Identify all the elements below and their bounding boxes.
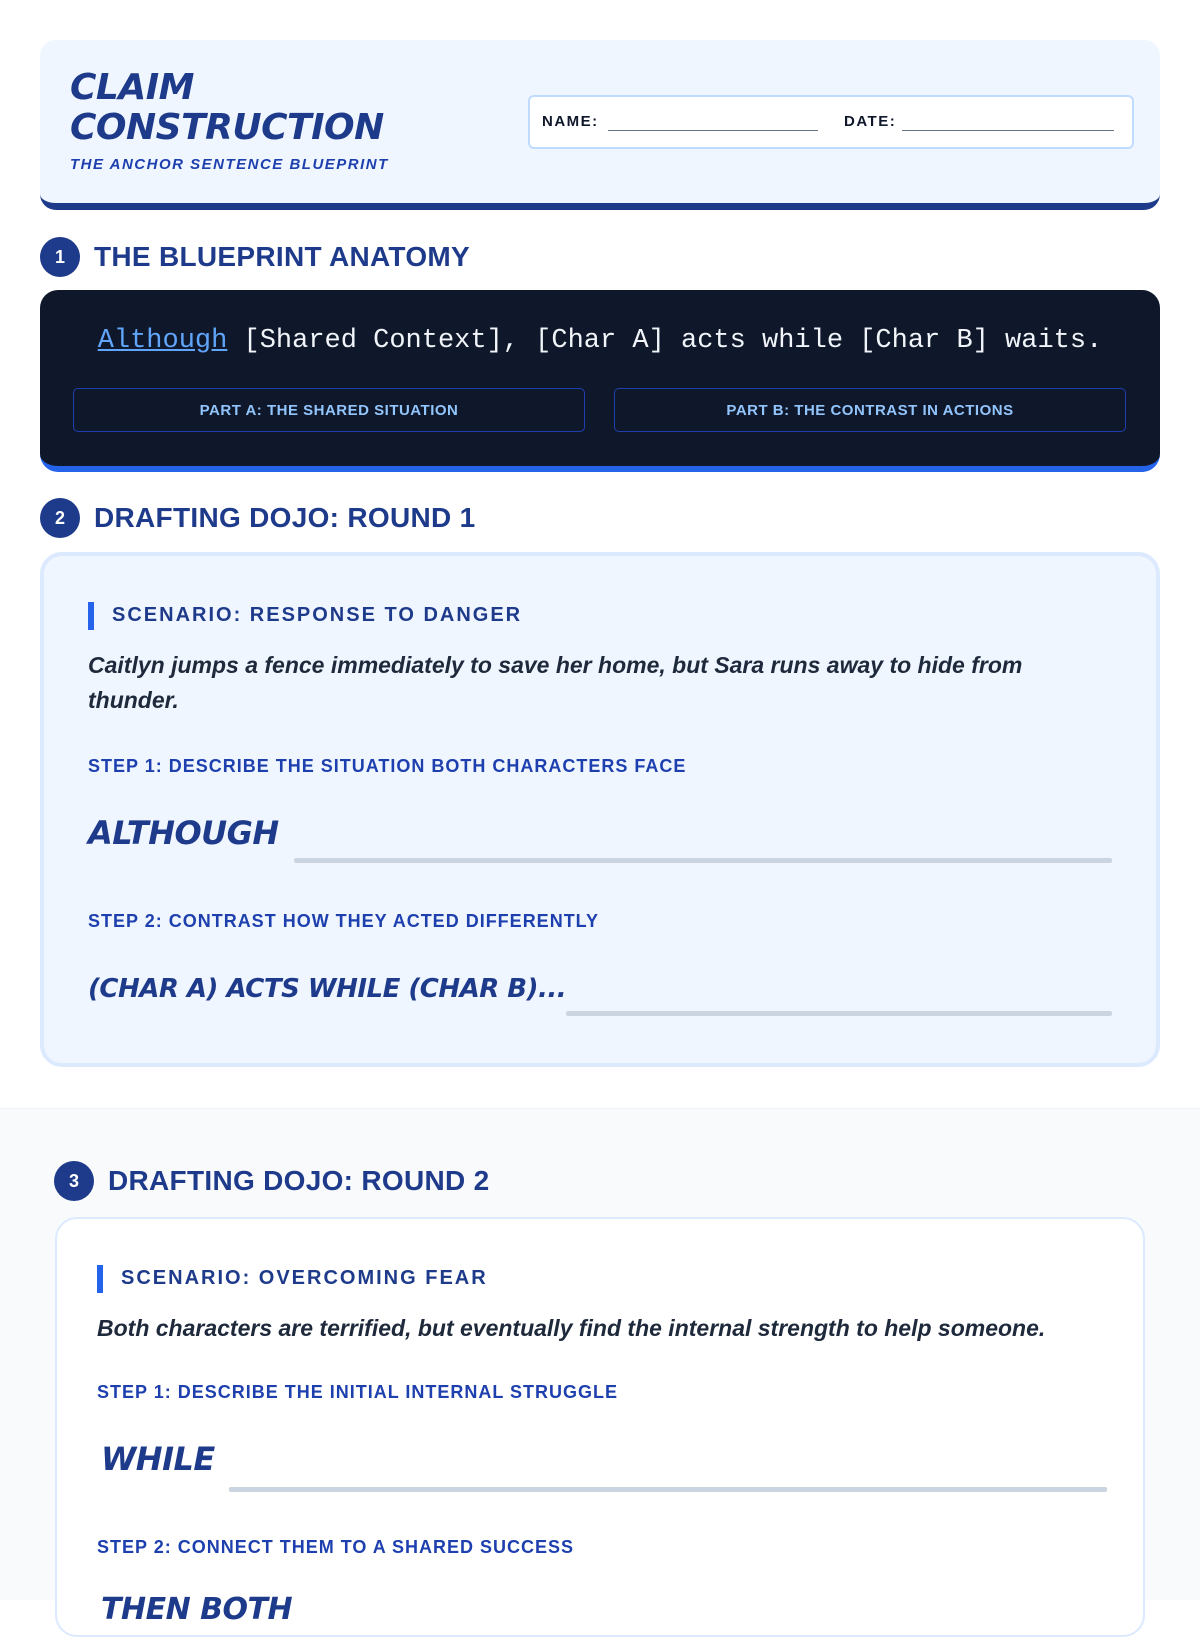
round-1-card: [40, 552, 1160, 1067]
step-2-label: STEP 2: CONNECT THEM TO A SHARED SUCCESS: [97, 1537, 575, 1557]
worksheet-subtitle: THE ANCHOR SENTENCE BLUEPRINT: [70, 156, 389, 173]
section-3-heading: [54, 1161, 490, 1201]
blueprint-anatomy-panel: [40, 290, 1160, 472]
section-title: THE BLUEPRINT ANATOMY: [94, 241, 471, 272]
scenario-label: SCENARIO: RESPONSE TO DANGER: [88, 604, 522, 627]
scenario-text: Caitlyn jumps a fence immediately to save her home, but Sara runs away to hide from thunder.: [88, 652, 1023, 713]
formula-text: [Shared Context], [Char A] acts while [Char B] waits.: [227, 326, 1103, 356]
name-field[interactable]: [608, 130, 818, 131]
title-line-1: CLAIM: [70, 67, 194, 108]
sentence-starter: ALTHOUGH: [88, 814, 279, 852]
date-field[interactable]: [902, 130, 1114, 131]
section-2-heading: [40, 498, 476, 538]
header-card: [40, 40, 1160, 210]
sentence-starter: WHILE: [101, 1440, 215, 1478]
name-label: NAME:: [542, 113, 599, 130]
section-number-badge: 3: [54, 1161, 94, 1201]
title-line-2: CONSTRUCTION: [70, 107, 384, 148]
step-2-label: STEP 2: CONTRAST HOW THEY ACTED DIFFERENTLY: [88, 911, 600, 931]
formula-keyword: Although: [97, 326, 228, 356]
section-number-badge: 2: [40, 498, 80, 538]
worksheet-title: [70, 68, 384, 148]
scenario-label: SCENARIO: OVERCOMING FEAR: [97, 1267, 488, 1290]
scenario-text: Both characters are terrified, but eventually find the internal strength to help someone.: [97, 1315, 1046, 1341]
section-title: DRAFTING DOJO: ROUND 1: [94, 502, 476, 533]
name-date-box: [528, 95, 1134, 149]
section-number-badge: 1: [40, 237, 80, 277]
sentence-starter: (CHAR A) ACTS WHILE (CHAR B)...: [88, 974, 567, 1004]
section-title: DRAFTING DOJO: ROUND 2: [108, 1165, 490, 1196]
round-2-card: [55, 1217, 1145, 1637]
date-label: DATE:: [844, 113, 897, 130]
step-1-label: STEP 1: DESCRIBE THE INITIAL INTERNAL STRUGGLE: [97, 1382, 619, 1402]
blueprint-formula: [40, 326, 1160, 356]
answer-line[interactable]: [294, 858, 1112, 863]
step-1-label: STEP 1: DESCRIBE THE SITUATION BOTH CHARACTERS FACE: [88, 756, 687, 776]
answer-line[interactable]: [566, 1011, 1112, 1016]
part-a-label: PART A: THE SHARED SITUATION: [73, 388, 585, 432]
answer-line[interactable]: [229, 1487, 1107, 1492]
sentence-starter: THEN BOTH: [101, 1592, 293, 1627]
part-b-label: PART B: THE CONTRAST IN ACTIONS: [614, 388, 1126, 432]
section-1-heading: [40, 237, 470, 277]
